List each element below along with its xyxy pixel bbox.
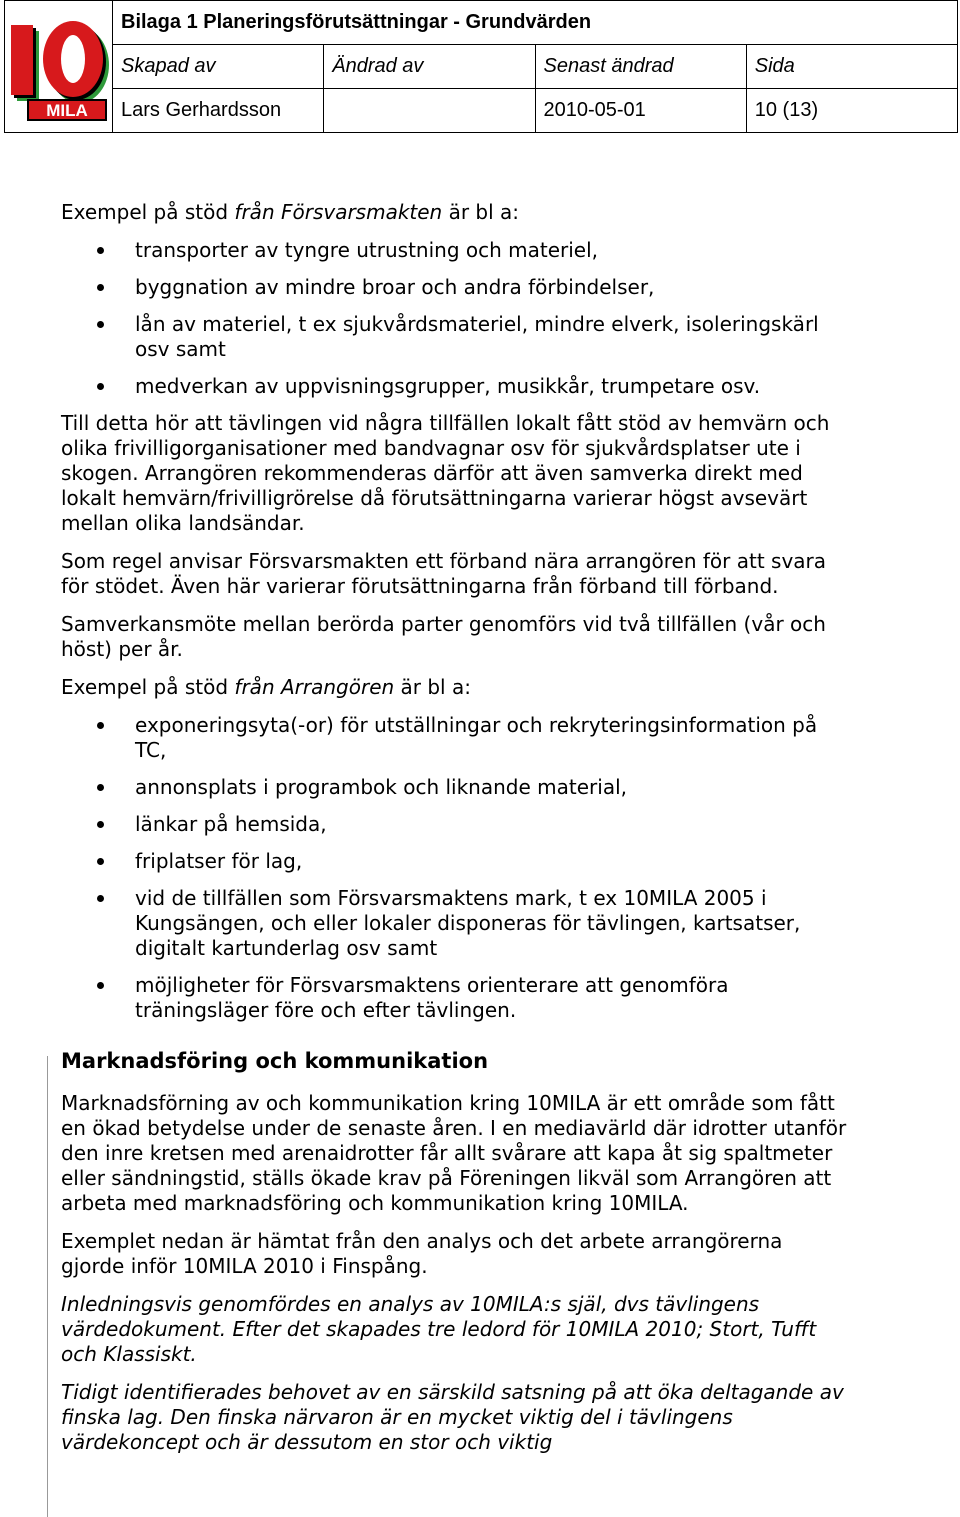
arrangor-intro bbox=[61, 675, 851, 700]
list-item-text: exponeringsyta(-or) för utställningar och rekryteringsinformation på TC, bbox=[135, 713, 818, 762]
forsvar-intro-tail: är bl a: bbox=[442, 200, 520, 224]
list-item bbox=[61, 973, 851, 1023]
list-item-text: länkar på hemsida, bbox=[135, 812, 327, 836]
header-title: Bilaga 1 Planeringsförutsättningar - Grundvärden bbox=[113, 1, 958, 45]
arrangor-intro-tail: är bl a: bbox=[394, 675, 471, 699]
bullet-icon bbox=[97, 784, 104, 791]
bullet-icon bbox=[97, 284, 104, 291]
header-table bbox=[4, 0, 958, 133]
list-item bbox=[61, 775, 851, 800]
marknad-paragraph-1: Marknadsförning av och kommunikation kring 10MILA är ett område som fått en ökad betydelse under de senaste åren. I en mediavärld där idrotter utanför den inre kretsen med arenaidrotter får allt svårare att kapa åt sig spaltmeter eller sändningstid, ställs ökade krav på Föreningen likväl som Arrangören att arbeta med marknadsföring och kommunikation kring 10MILA. bbox=[61, 1091, 847, 1215]
document-body bbox=[61, 200, 851, 1455]
bullet-icon bbox=[97, 247, 104, 254]
margin-change-bar bbox=[47, 1056, 48, 1517]
marknad-paragraph-3: Inledningsvis genomfördes en analys av 10MILA:s själ, dvs tävlingens värdedokument. Efter det skapades tre ledord för 10MILA 2010; Stort, Tufft och Klassiskt. bbox=[61, 1292, 817, 1366]
list-item bbox=[61, 713, 851, 763]
list-item-text: transporter av tyngre utrustning och materiel, bbox=[135, 238, 599, 262]
forsvar-paragraph-2: Som regel anvisar Försvarsmakten ett förband nära arrangören för att svara för stödet. Även här varierar förutsättningarna från förband till förband. bbox=[61, 549, 827, 598]
logo-cell bbox=[5, 1, 113, 133]
bullet-icon bbox=[97, 821, 104, 828]
document-header bbox=[4, 0, 958, 133]
list-item bbox=[61, 238, 851, 263]
bullet-icon bbox=[97, 321, 104, 328]
list-item-text: vid de tillfällen som Försvarsmaktens mark, t ex 10MILA 2005 i Kungsängen, och eller lokaler disponeras för tävlingen, kartsatser, digitalt kartunderlag osv samt bbox=[135, 886, 801, 960]
forsvar-intro bbox=[61, 200, 851, 225]
list-item bbox=[61, 849, 851, 874]
arrangor-intro-text: Exempel på stöd bbox=[61, 675, 235, 699]
header-value-created-by: Lars Gerhardsson bbox=[113, 89, 324, 133]
list-item-text: annonsplats i programbok och liknande material, bbox=[135, 775, 627, 799]
list-item-text: byggnation av mindre broar och andra förbindelser, bbox=[135, 275, 655, 299]
bullet-icon bbox=[97, 858, 104, 865]
header-label-last-changed: Senast ändrad bbox=[535, 45, 746, 89]
bullet-icon bbox=[97, 722, 104, 729]
bullet-icon bbox=[97, 982, 104, 989]
list-item bbox=[61, 812, 851, 837]
marknad-paragraph-2: Exemplet nedan är hämtat från den analys och det arbete arrangörerna gjorde inför 10MILA 2010 i Finspång. bbox=[61, 1229, 783, 1278]
header-label-page: Sida bbox=[746, 45, 957, 89]
header-label-created-by: Skapad av bbox=[113, 45, 324, 89]
tiomila-logo-icon bbox=[7, 19, 111, 123]
list-item-text: medverkan av uppvisningsgrupper, musikkår, trumpetare osv. bbox=[135, 374, 761, 398]
bullet-icon bbox=[97, 383, 104, 390]
header-value-page: 10 (13) bbox=[746, 89, 957, 133]
arrangor-intro-emphasis: från Arrangören bbox=[234, 675, 395, 699]
section-heading: Marknadsföring och kommunikation bbox=[61, 1049, 489, 1073]
list-item bbox=[61, 312, 851, 362]
arrangor-support-list bbox=[61, 713, 851, 1023]
list-item bbox=[61, 374, 851, 399]
list-item-text: möjligheter för Försvarsmaktens orienterare att genomföra träningsläger före och efter tävlingen. bbox=[135, 973, 729, 1022]
header-value-last-changed: 2010-05-01 bbox=[535, 89, 746, 133]
list-item-text: friplatser för lag, bbox=[135, 849, 303, 873]
bullet-icon bbox=[97, 895, 104, 902]
tiomila-logo bbox=[7, 19, 111, 123]
list-item bbox=[61, 886, 851, 961]
header-value-changed-by bbox=[324, 89, 535, 133]
forsvar-support-list bbox=[61, 238, 851, 399]
forsvar-paragraph-3: Samverkansmöte mellan berörda parter genomförs vid två tillfällen (vår och höst) per år. bbox=[61, 612, 826, 661]
marknad-paragraph-4: Tidigt identifierades behovet av en särskild satsning på att öka deltagande av finska lag. Den finska närvaron är en mycket viktig del i tävlingens värdekoncept och är dessutom en stor och viktig bbox=[61, 1380, 844, 1454]
header-label-changed-by: Ändrad av bbox=[324, 45, 535, 89]
logo-word: MILA bbox=[46, 101, 88, 120]
forsvar-intro-text: Exempel på stöd bbox=[61, 200, 235, 224]
list-item-text: lån av materiel, t ex sjukvårdsmateriel, mindre elverk, isoleringskärl osv samt bbox=[135, 312, 819, 361]
list-item bbox=[61, 275, 851, 300]
forsvar-paragraph-1: Till detta hör att tävlingen vid några tillfällen lokalt fått stöd av hemvärn och olika frivilligorganisationer med bandvagnar osv för sjukvårdsplatser ute i skogen. Arrangören rekommenderas därför att även samverka direkt med lokalt hemvärn/frivilligrörelse då förutsättningarna varierar högst avsevärt mellan olika landsändar. bbox=[61, 411, 830, 535]
forsvar-intro-emphasis: från Försvarsmakten bbox=[234, 200, 443, 224]
